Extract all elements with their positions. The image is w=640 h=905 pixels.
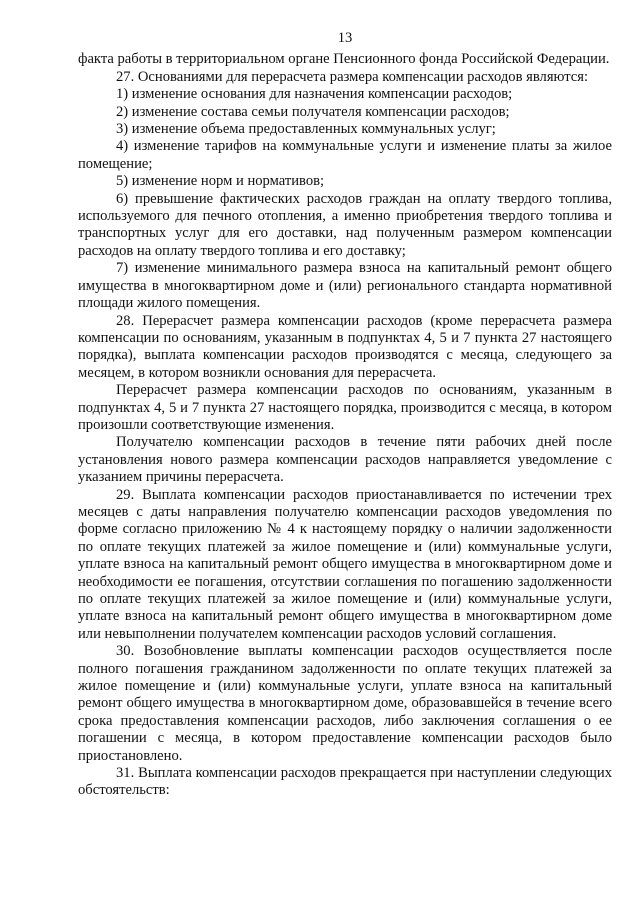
paragraph: факта работы в территориальном органе Пенсионного фонда Российской Федерации. bbox=[78, 51, 610, 68]
paragraph: 3) изменение объема предоставленных коммунальных услуг; bbox=[116, 121, 496, 138]
document-body bbox=[78, 51, 612, 799]
paragraph: 7) изменение минимального размера взноса на капитальный ремонт общего имущества в многоквартирном доме и (или) регионального стандарта нормативной площади жилого помещения. bbox=[78, 260, 612, 312]
paragraph: Получателю компенсации расходов в течение пяти рабочих дней после установления нового размера компенсации расходов направляется уведомление с указанием причины перерасчета. bbox=[78, 434, 612, 486]
page-number: 13 bbox=[337, 30, 353, 46]
paragraph: 4) изменение тарифов на коммунальные услуги и изменение платы за жилое помещение; bbox=[78, 138, 612, 172]
paragraph: 30. Возобновление выплаты компенсации расходов осуществляется после полного погашения гражданином задолженности по оплате текущих платежей за жилое помещение и (или) коммунальные услуги, уплате взноса на капитальный ремонт общего имущества в многоквартирном доме, образовавшейся в течение всего срока предоставления компенсации расходов, либо заключения соглашения о ее погашении с месяца, в котором предоставление компенсации расходов было приостановлено. bbox=[78, 643, 612, 764]
paragraph: 1) изменение основания для назначения компенсации расходов; bbox=[116, 86, 513, 103]
paragraph: 2) изменение состава семьи получателя компенсации расходов; bbox=[116, 103, 510, 120]
paragraph: 28. Перерасчет размера компенсации расходов (кроме перерасчета размера компенсации по основаниям, указанным в подпунктах 4, 5 и 7 пункта 27 настоящего порядка), выплата компенсации расходов производятся с месяца, следующего за месяцем, в котором возникли основания для перерасчета. bbox=[78, 312, 612, 381]
paragraph: 29. Выплата компенсации расходов приостанавливается по истечении трех месяцев с даты направления получателю компенсации расходов уведомления по форме согласно приложению № 4 к настоящему порядку о наличии задолженности по оплате текущих платежей за жилое помещение и (или) коммунальные услуги, уплате взноса на капитальный ремонт общего имущества в многоквартирном доме и необходимости ее погашения, отсутствии соглашения по погашению задолженности по оплате текущих платежей за жилое помещение и (или) коммунальные услуги, уплате взноса на капитальный ремонт общего имущества в многоквартирном доме или невыполнении получателем компенсации расходов условий соглашения. bbox=[78, 486, 612, 642]
document-page bbox=[78, 30, 612, 800]
paragraph: 5) изменение норм и нормативов; bbox=[116, 173, 325, 190]
paragraph: 6) превышение фактических расходов граждан на оплату твердого топлива, используемого для печного отопления, а именно приобретения твердого топлива и транспортных услуг для его доставки, над полученным размером компенсации расходов на оплату твердого топлива и его доставку; bbox=[78, 190, 612, 259]
paragraph: 27. Основаниями для перерасчета размера компенсации расходов являются: bbox=[116, 68, 589, 85]
paragraph: Перерасчет размера компенсации расходов по основаниям, указанным в подпунктах 4, 5 и 7 пункта 27 настоящего порядка, производится с месяца, в котором произошли соответствующие изменения. bbox=[78, 382, 612, 433]
paragraph: 31. Выплата компенсации расходов прекращается при наступлении следующих обстоятельств: bbox=[78, 765, 612, 799]
